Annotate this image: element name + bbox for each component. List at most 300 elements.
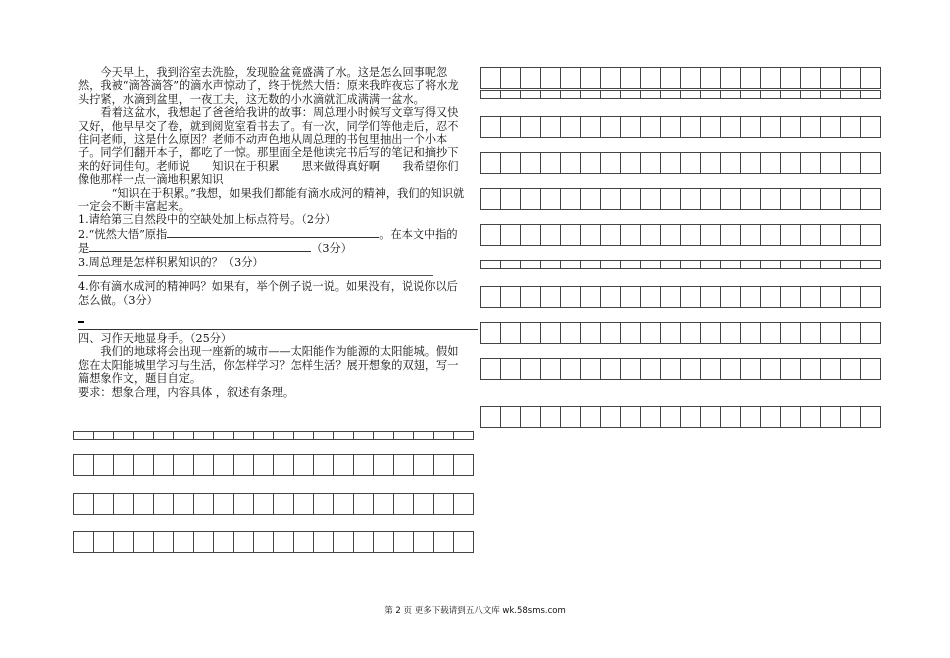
grid-cell xyxy=(741,188,761,210)
grid-cell xyxy=(641,188,661,210)
grid-cell xyxy=(114,531,134,553)
grid-cell xyxy=(801,116,821,138)
grid-cell xyxy=(721,406,741,428)
grid-cell xyxy=(841,90,861,99)
question-1: 1.请给第三自然段中的空缺处加上标点符号。（2分） xyxy=(78,213,337,227)
grid-cell xyxy=(841,358,861,380)
grid-cell xyxy=(174,531,194,553)
grid-cell xyxy=(481,188,501,210)
grid-cell xyxy=(741,260,761,269)
grid-cell xyxy=(521,286,541,308)
grid-cell xyxy=(841,116,861,138)
grid-cell xyxy=(621,67,641,89)
grid-cell xyxy=(521,116,541,138)
grid-cell xyxy=(174,431,194,440)
grid-cell xyxy=(841,260,861,269)
grid-cell xyxy=(621,116,641,138)
grid-cell xyxy=(641,358,661,380)
grid-cell xyxy=(521,322,541,344)
grid-cell xyxy=(561,67,581,89)
grid-cell xyxy=(561,90,581,99)
grid-cell xyxy=(541,188,561,210)
grid-cell xyxy=(561,116,581,138)
page-footer: 第 2 页 更多下载请到五八文库 wk.58sms.com xyxy=(384,606,566,616)
grid-row xyxy=(480,188,881,210)
question-2-part-a: 2.“恍然大悟”原指 xyxy=(78,227,168,241)
grid-cell xyxy=(541,224,561,246)
grid-cell xyxy=(721,90,741,99)
grid-cell xyxy=(481,260,501,269)
grid-cell xyxy=(861,224,881,246)
grid-cell xyxy=(354,531,374,553)
grid-row xyxy=(73,431,474,440)
grid-cell xyxy=(701,358,721,380)
grid-cell xyxy=(314,531,334,553)
grid-cell xyxy=(454,493,474,515)
grid-cell xyxy=(821,286,841,308)
grid-cell xyxy=(621,188,641,210)
grid-cell xyxy=(541,116,561,138)
grid-cell xyxy=(154,431,174,440)
grid-cell xyxy=(414,431,434,440)
answer-blank xyxy=(167,227,379,238)
grid-cell xyxy=(821,188,841,210)
grid-cell xyxy=(781,224,801,246)
grid-cell xyxy=(681,322,701,344)
grid-cell xyxy=(721,152,741,174)
grid-cell xyxy=(781,188,801,210)
grid-cell xyxy=(354,493,374,515)
grid-cell xyxy=(214,454,234,476)
grid-cell xyxy=(801,90,821,99)
grid-cell xyxy=(701,67,721,89)
grid-cell xyxy=(94,493,114,515)
grid-cell xyxy=(801,322,821,344)
grid-row xyxy=(73,531,474,553)
grid-cell xyxy=(501,322,521,344)
grid-cell xyxy=(414,531,434,553)
grid-cell xyxy=(174,493,194,515)
grid-cell xyxy=(114,454,134,476)
grid-cell xyxy=(681,358,701,380)
grid-cell xyxy=(374,431,394,440)
grid-cell xyxy=(761,152,781,174)
grid-row xyxy=(480,67,881,89)
grid-cell xyxy=(681,67,701,89)
grid-cell xyxy=(601,358,621,380)
grid-cell xyxy=(861,286,881,308)
grid-cell xyxy=(861,358,881,380)
grid-cell xyxy=(501,152,521,174)
grid-cell xyxy=(801,152,821,174)
grid-cell xyxy=(501,406,521,428)
grid-cell xyxy=(234,431,254,440)
grid-cell xyxy=(134,531,154,553)
grid-cell xyxy=(581,152,601,174)
grid-cell xyxy=(601,286,621,308)
grid-cell xyxy=(601,116,621,138)
grid-cell xyxy=(761,224,781,246)
grid-cell xyxy=(274,431,294,440)
grid-cell xyxy=(334,531,354,553)
grid-cell xyxy=(721,260,741,269)
grid-cell xyxy=(561,260,581,269)
answer-line xyxy=(78,275,433,276)
grid-cell xyxy=(334,431,354,440)
grid-cell xyxy=(741,116,761,138)
grid-cell xyxy=(741,152,761,174)
grid-cell xyxy=(501,116,521,138)
grid-cell xyxy=(801,260,821,269)
grid-cell xyxy=(521,406,541,428)
grid-cell xyxy=(861,322,881,344)
grid-cell xyxy=(374,531,394,553)
grid-cell xyxy=(661,260,681,269)
grid-cell xyxy=(781,116,801,138)
grid-cell xyxy=(254,454,274,476)
grid-cell xyxy=(761,406,781,428)
grid-cell xyxy=(661,116,681,138)
grid-cell xyxy=(601,152,621,174)
grid-cell xyxy=(781,260,801,269)
grid-cell xyxy=(721,67,741,89)
grid-cell xyxy=(681,224,701,246)
grid-cell xyxy=(681,260,701,269)
grid-cell xyxy=(581,358,601,380)
grid-cell xyxy=(741,224,761,246)
grid-cell xyxy=(641,152,661,174)
grid-cell xyxy=(761,358,781,380)
grid-cell xyxy=(781,152,801,174)
paragraph-1: 今天早上，我到浴室去洗脸，发现脸盆竟盛满了水。这是怎么回事呢忽然，我被“滴答滴答”的滴水声惊动了，终于恍然大悟：原来我昨夜忘了将水龙头拧紧，水滴到盆里，一夜工夫，这无数的小水滴就汇成满满一盆水。 xyxy=(78,66,459,106)
grid-cell xyxy=(74,431,94,440)
grid-cell xyxy=(434,493,454,515)
grid-cell xyxy=(821,358,841,380)
paragraph-3: “知识在于积累。”我想，如果我们都能有滴水成河的精神，我们的知识就一定会不断丰富起来。 xyxy=(78,186,465,214)
grid-cell xyxy=(821,260,841,269)
grid-cell xyxy=(601,322,621,344)
grid-cell xyxy=(194,454,214,476)
grid-cell xyxy=(481,67,501,89)
grid-cell xyxy=(841,152,861,174)
grid-cell xyxy=(761,322,781,344)
grid-cell xyxy=(641,224,661,246)
grid-cell xyxy=(294,431,314,440)
grid-cell xyxy=(481,322,501,344)
grid-cell xyxy=(661,90,681,99)
section-4-title: 四、习作天地显身手。（25分） xyxy=(78,331,233,345)
grid-cell xyxy=(741,322,761,344)
grid-cell xyxy=(621,406,641,428)
grid-cell xyxy=(841,322,861,344)
grid-cell xyxy=(661,406,681,428)
grid-cell xyxy=(741,67,761,89)
grid-cell xyxy=(541,67,561,89)
question-2 xyxy=(78,227,466,256)
grid-cell xyxy=(801,224,821,246)
grid-cell xyxy=(841,188,861,210)
grid-cell xyxy=(521,67,541,89)
grid-cell xyxy=(581,322,601,344)
grid-cell xyxy=(114,493,134,515)
grid-cell xyxy=(274,493,294,515)
grid-cell xyxy=(861,260,881,269)
grid-cell xyxy=(154,531,174,553)
grid-cell xyxy=(174,454,194,476)
grid-cell xyxy=(681,406,701,428)
grid-cell xyxy=(721,322,741,344)
grid-cell xyxy=(841,67,861,89)
grid-cell xyxy=(661,188,681,210)
grid-cell xyxy=(781,286,801,308)
grid-cell xyxy=(861,90,881,99)
grid-cell xyxy=(641,116,661,138)
grid-cell xyxy=(701,260,721,269)
grid-cell xyxy=(561,286,581,308)
grid-cell xyxy=(621,152,641,174)
grid-cell xyxy=(561,152,581,174)
grid-cell xyxy=(701,152,721,174)
grid-cell xyxy=(481,116,501,138)
question-2-score: （3分） xyxy=(311,242,352,256)
grid-cell xyxy=(741,358,761,380)
grid-cell xyxy=(434,431,454,440)
grid-cell xyxy=(394,454,414,476)
grid-cell xyxy=(641,406,661,428)
grid-cell xyxy=(274,531,294,553)
grid-cell xyxy=(501,224,521,246)
grid-cell xyxy=(394,493,414,515)
grid-cell xyxy=(581,286,601,308)
grid-cell xyxy=(641,260,661,269)
grid-cell xyxy=(621,260,641,269)
grid-cell xyxy=(541,286,561,308)
grid-row xyxy=(480,322,881,344)
grid-cell xyxy=(501,286,521,308)
grid-cell xyxy=(701,188,721,210)
grid-cell xyxy=(254,531,274,553)
grid-cell xyxy=(521,90,541,99)
grid-cell xyxy=(601,90,621,99)
grid-cell xyxy=(394,431,414,440)
grid-row xyxy=(480,224,881,246)
grid-cell xyxy=(801,67,821,89)
grid-cell xyxy=(581,67,601,89)
grid-cell xyxy=(741,90,761,99)
grid-cell xyxy=(481,90,501,99)
grid-row xyxy=(480,358,881,380)
grid-cell xyxy=(581,90,601,99)
grid-cell xyxy=(661,224,681,246)
grid-cell xyxy=(374,454,394,476)
grid-cell xyxy=(541,260,561,269)
grid-cell xyxy=(114,431,134,440)
grid-cell xyxy=(701,224,721,246)
grid-row xyxy=(480,286,881,308)
grid-cell xyxy=(761,188,781,210)
grid-cell xyxy=(541,152,561,174)
grid-cell xyxy=(741,406,761,428)
grid-cell xyxy=(94,531,114,553)
grid-cell xyxy=(821,67,841,89)
grid-cell xyxy=(801,358,821,380)
grid-cell xyxy=(294,454,314,476)
question-4: 4.你有滴水成河的精神吗？如果有，举个例子说一说。如果没有，说说你以后怎么做。（3分） xyxy=(78,280,458,307)
grid-cell xyxy=(661,286,681,308)
grid-cell xyxy=(681,188,701,210)
grid-row xyxy=(480,260,881,269)
grid-cell xyxy=(821,406,841,428)
grid-cell xyxy=(194,493,214,515)
grid-cell xyxy=(581,116,601,138)
grid-cell xyxy=(641,286,661,308)
grid-cell xyxy=(561,322,581,344)
grid-cell xyxy=(641,322,661,344)
grid-cell xyxy=(501,67,521,89)
grid-cell xyxy=(741,286,761,308)
grid-cell xyxy=(214,431,234,440)
grid-cell xyxy=(661,358,681,380)
grid-cell xyxy=(861,152,881,174)
grid-cell xyxy=(541,358,561,380)
grid-cell xyxy=(154,493,174,515)
grid-cell xyxy=(761,116,781,138)
reading-passage xyxy=(78,66,466,399)
grid-cell xyxy=(314,454,334,476)
grid-cell xyxy=(781,358,801,380)
grid-cell xyxy=(521,260,541,269)
grid-cell xyxy=(661,67,681,89)
grid-cell xyxy=(521,224,541,246)
grid-cell xyxy=(821,224,841,246)
grid-cell xyxy=(561,406,581,428)
grid-cell xyxy=(641,90,661,99)
grid-cell xyxy=(781,322,801,344)
grid-cell xyxy=(681,286,701,308)
grid-cell xyxy=(454,431,474,440)
grid-cell xyxy=(454,531,474,553)
grid-cell xyxy=(761,286,781,308)
grid-cell xyxy=(621,224,641,246)
question-3: 3.周总理是怎样积累知识的？（3分） xyxy=(78,255,264,269)
grid-cell xyxy=(821,152,841,174)
grid-cell xyxy=(374,493,394,515)
grid-cell xyxy=(821,116,841,138)
grid-cell xyxy=(274,454,294,476)
grid-cell xyxy=(481,406,501,428)
grid-cell xyxy=(294,531,314,553)
grid-cell xyxy=(581,406,601,428)
grid-cell xyxy=(661,152,681,174)
grid-cell xyxy=(621,322,641,344)
grid-cell xyxy=(781,406,801,428)
grid-cell xyxy=(681,116,701,138)
grid-cell xyxy=(821,90,841,99)
grid-cell xyxy=(561,188,581,210)
grid-cell xyxy=(481,286,501,308)
grid-cell xyxy=(194,531,214,553)
answer-blank xyxy=(89,241,311,252)
grid-cell xyxy=(861,406,881,428)
grid-cell xyxy=(601,67,621,89)
grid-cell xyxy=(601,224,621,246)
grid-cell xyxy=(214,531,234,553)
grid-cell xyxy=(581,260,601,269)
grid-cell xyxy=(434,454,454,476)
grid-cell xyxy=(661,322,681,344)
grid-cell xyxy=(841,224,861,246)
grid-cell xyxy=(74,454,94,476)
composition-prompt: 我们的地球将会出现一座新的城市——太阳能作为能源的太阳能城。假如您在太阳能城里学习与生活，你怎样学习？怎样生活？展开想象的双翅，写一篇想象作文，题目自定。 xyxy=(78,345,459,386)
grid-cell xyxy=(621,90,641,99)
grid-cell xyxy=(501,358,521,380)
grid-cell xyxy=(234,493,254,515)
grid-cell xyxy=(481,224,501,246)
grid-cell xyxy=(701,116,721,138)
grid-cell xyxy=(521,152,541,174)
grid-cell xyxy=(621,286,641,308)
grid-cell xyxy=(194,431,214,440)
grid-cell xyxy=(334,454,354,476)
grid-cell xyxy=(74,493,94,515)
question-2-part-b: 。在本文中指的是 xyxy=(78,227,458,256)
grid-cell xyxy=(861,188,881,210)
grid-cell xyxy=(761,90,781,99)
grid-cell xyxy=(521,188,541,210)
grid-cell xyxy=(841,406,861,428)
grid-cell xyxy=(721,188,741,210)
grid-cell xyxy=(761,67,781,89)
grid-cell xyxy=(94,454,114,476)
grid-cell xyxy=(801,406,821,428)
grid-cell xyxy=(601,188,621,210)
grid-cell xyxy=(94,431,114,440)
grid-cell xyxy=(254,493,274,515)
answer-mark xyxy=(78,321,84,323)
grid-cell xyxy=(601,406,621,428)
grid-cell xyxy=(781,90,801,99)
grid-cell xyxy=(481,358,501,380)
grid-cell xyxy=(561,358,581,380)
grid-cell xyxy=(541,322,561,344)
grid-row xyxy=(73,454,474,476)
grid-cell xyxy=(721,224,741,246)
grid-cell xyxy=(681,90,701,99)
grid-cell xyxy=(721,116,741,138)
grid-cell xyxy=(701,286,721,308)
grid-cell xyxy=(701,322,721,344)
grid-cell xyxy=(681,152,701,174)
grid-cell xyxy=(861,67,881,89)
grid-cell xyxy=(354,431,374,440)
grid-cell xyxy=(801,188,821,210)
grid-cell xyxy=(601,260,621,269)
grid-cell xyxy=(621,358,641,380)
grid-row xyxy=(480,90,881,99)
grid-cell xyxy=(334,493,354,515)
grid-cell xyxy=(501,188,521,210)
grid-cell xyxy=(541,90,561,99)
grid-cell xyxy=(74,531,94,553)
grid-cell xyxy=(394,531,414,553)
grid-cell xyxy=(234,454,254,476)
grid-cell xyxy=(354,454,374,476)
grid-cell xyxy=(801,286,821,308)
grid-cell xyxy=(821,322,841,344)
grid-cell xyxy=(581,224,601,246)
grid-cell xyxy=(134,493,154,515)
grid-cell xyxy=(254,431,274,440)
